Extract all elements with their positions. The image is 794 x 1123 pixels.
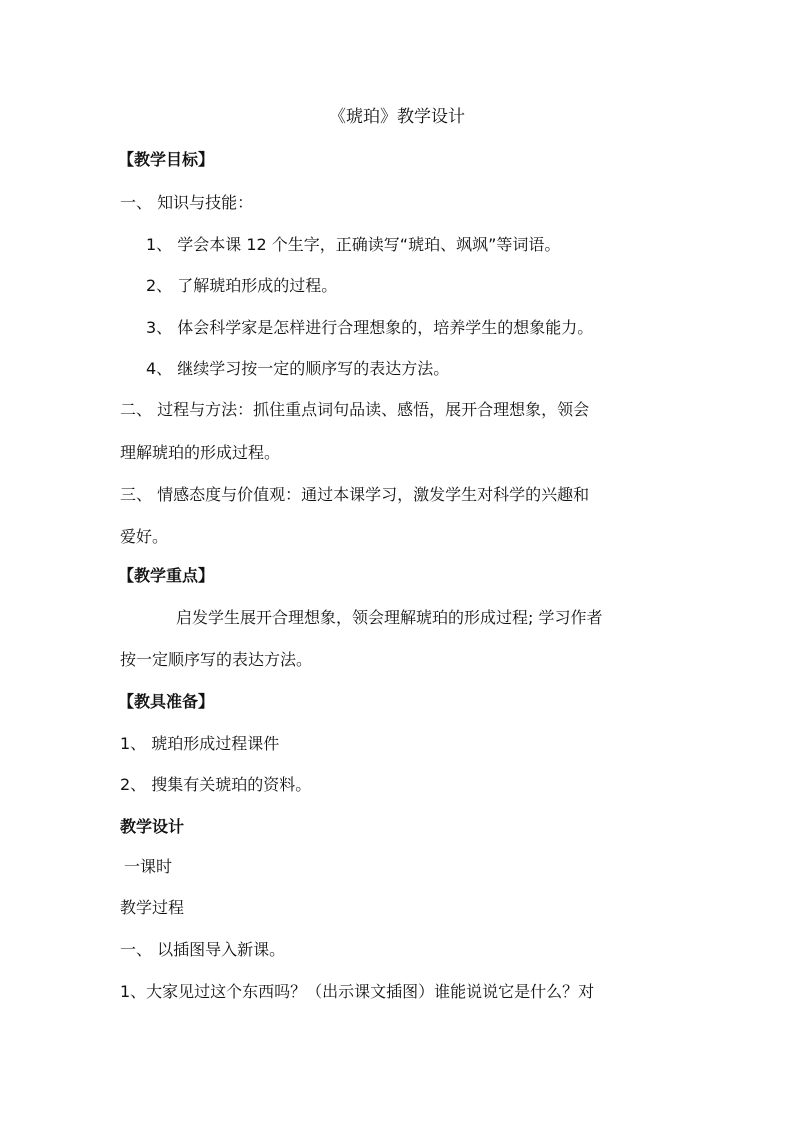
objective-item-4: 4、 继续学习按一定的顺序写的表达方法。 bbox=[146, 359, 450, 378]
emotion-values-line-1: 三、 情感态度与价值观：通过本课学习，激发学生对科学的兴趣和 bbox=[120, 485, 590, 504]
step-1-question: 1、大家见过这个东西吗？（出示课文插图）谁能说说它是什么？对 bbox=[120, 982, 595, 1001]
process-method-line-1: 二、 过程与方法：抓住重点词句品读、感悟，展开合理想象，领会 bbox=[120, 400, 590, 419]
material-item-1: 1、 琥珀形成过程课件 bbox=[120, 734, 280, 753]
objectives-heading: 【教学目标】 bbox=[118, 150, 215, 169]
emotion-values-line-2: 爱好。 bbox=[120, 527, 169, 546]
materials-heading: 【教具准备】 bbox=[118, 692, 215, 711]
key-points-line-2: 按一定顺序写的表达方法。 bbox=[120, 650, 313, 669]
lesson-count: 一课时 bbox=[124, 857, 173, 876]
material-item-2: 2、 搜集有关琥珀的资料。 bbox=[120, 775, 312, 794]
key-points-line-1: 启发学生展开合理想象，领会理解琥珀的形成过程; 学习作者 bbox=[176, 608, 603, 627]
objective-item-2: 2、 了解琥珀形成的过程。 bbox=[146, 276, 338, 295]
objective-item-1: 1、 学会本课 12 个生字，正确读写“琥珀、飒飒”等词语。 bbox=[146, 235, 561, 254]
step-1: 一、 以插图导入新课。 bbox=[120, 940, 286, 959]
objective-item-3: 3、 体会科学家是怎样进行合理想象的，培养学生的想象能力。 bbox=[146, 318, 594, 337]
document-title: 《琥珀》教学设计 bbox=[329, 107, 465, 127]
key-points-heading: 【教学重点】 bbox=[118, 566, 215, 585]
design-heading: 教学设计 bbox=[120, 817, 185, 836]
process-heading: 教学过程 bbox=[120, 898, 185, 917]
process-method-line-2: 理解琥珀的形成过程。 bbox=[120, 443, 281, 462]
knowledge-skills-label: 一、 知识与技能： bbox=[120, 193, 254, 212]
